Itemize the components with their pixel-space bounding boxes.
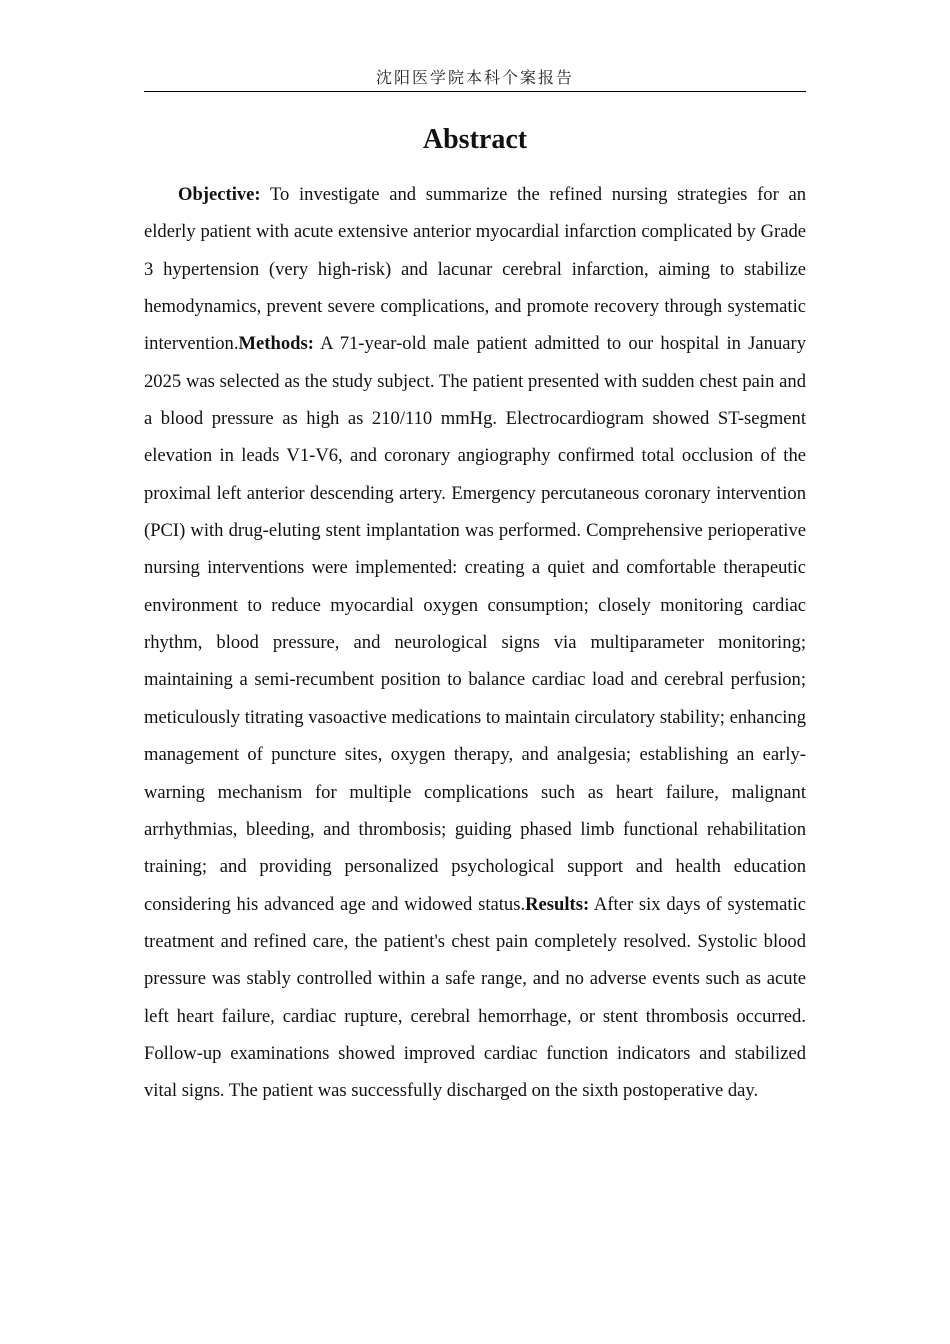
methods-label: Methods:: [238, 333, 314, 355]
results-text: After six days of systematic treatment and refined care, the patient's chest pain completely resolved. Systolic blood pressure was stably controlled within a safe range, and no adverse events such as acute left heart failure, cardiac rupture, cerebral hemorrhage, or stent thrombosis occurred. Follow-up examinations showed improved cardiac function indicators and stabilized vital signs. The patient was successfully discharged on the sixth postoperative day.: [144, 893, 806, 1102]
abstract-title: Abstract: [422, 124, 528, 155]
abstract-body: [144, 176, 806, 1110]
running-header: 沈阳医学院本科个案报告: [375, 68, 574, 87]
header-rule: [144, 91, 806, 92]
objective-text: To investigate and summarize the refined nursing strategies for an elderly patient with acute extensive anterior myocardial infarction complicated by Grade 3 hypertension (very high-risk) and lacunar cerebral infarction, aiming to stabilize hemodynamics, prevent severe complications, and promote recovery through systematic intervention.: [144, 184, 806, 355]
methods-text: A 71-year-old male patient admitted to our hospital in January 2025 was selected as the study subject. The patient presented with sudden chest pain and a blood pressure as high as 210/110 mmHg. Electrocardiogram showed ST-segment elevation in leads V1-V6, and coronary angiography confirmed total occlusion of the proximal left anterior descending artery. Emergency percutaneous coronary intervention (PCI) with drug-eluting stent implantation was performed. Comprehensive perioperative nursing interventions were implemented: creating a quiet and comfortable therapeutic environment to reduce myocardial oxygen consumption; closely monitoring cardiac rhythm, blood pressure, and neurological signs via multiparameter monitoring; maintaining a semi-recumbent position to balance cardiac load and cerebral perfusion; meticulously titrating vasoactive medications to maintain circulatory stability; enhancing management of puncture sites, oxygen therapy, and analgesia; establishing an early-warning mechanism for multiple complications such as heart failure, malignant arrhythmias, bleeding, and thrombosis; guiding phased limb functional rehabilitation training; and providing personalized psychological support and health education considering his advanced age and widowed status.: [144, 333, 806, 915]
results-label: Results:: [525, 893, 590, 915]
objective-label: Objective:: [178, 184, 261, 205]
